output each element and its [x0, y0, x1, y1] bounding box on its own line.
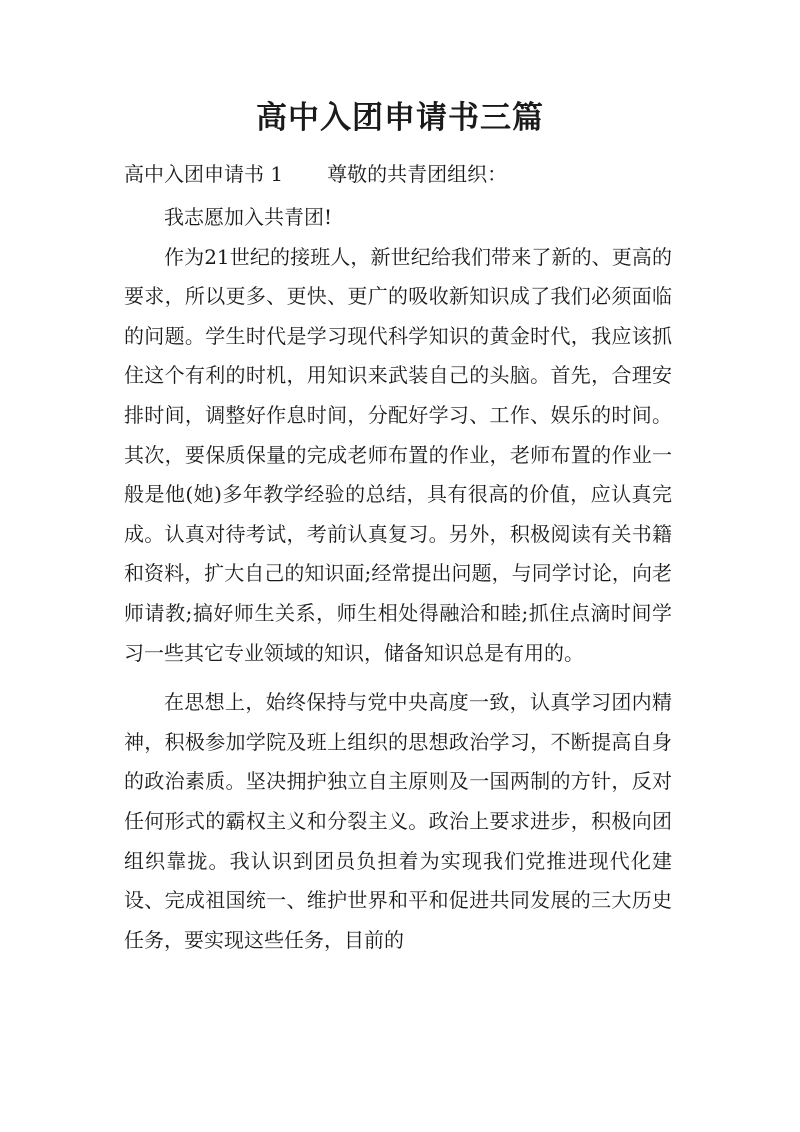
paragraph-1: 我志愿加入共青团! — [164, 205, 333, 229]
paragraph-3: 在思想上，始终保持与党中央高度一致，认真学习团内精神，积极参加学院及班上组织的思想政治学习，不断提高自身的政治素质。坚决拥护独立自主原则及一国两制的方针，反对任何形式的霸权主义和分裂主义。政治上要求进步，积极向团组织靠拢。我认识到团员负担着为实现我们党推进现代化建设、完成祖国统一、维护世界和平和促进共同发展的三大历史任务，要实现这些任务，目前的 — [124, 690, 672, 952]
document-body — [124, 198, 672, 960]
section-heading-line — [124, 157, 684, 191]
salutation: 尊敬的共青团组织： — [327, 162, 508, 186]
document-title: 高中入团申请书三篇 — [256, 100, 544, 136]
paragraph-2: 作为21世纪的接班人，新世纪给我们带来了新的、更高的要求，所以更多、更快、更广的吸收新知识成了我们必须面临的问题。学生时代是学习现代科学知识的黄金时代，我应该抓住这个有利的时机，用知识来武装自己的头脑。首先，合理安排时间，调整好作息时间，分配好学习、工作、娱乐的时间。其次，要保质保量的完成老师布置的作业，老师布置的作业一般是他(她)多年教学经验的总结，具有很高的价值，应认真完成。认真对待考试，考前认真复习。另外，积极阅读有关书籍和资料，扩大自己的知识面;经常提出问题，与同学讨论，向老师请教;搞好师生关系，师生相处得融洽和睦;抓住点滴时间学习一些其它专业领域的知识，储备知识总是有用的。 — [124, 244, 672, 665]
section-label: 高中入团申请书 1 — [124, 162, 284, 186]
